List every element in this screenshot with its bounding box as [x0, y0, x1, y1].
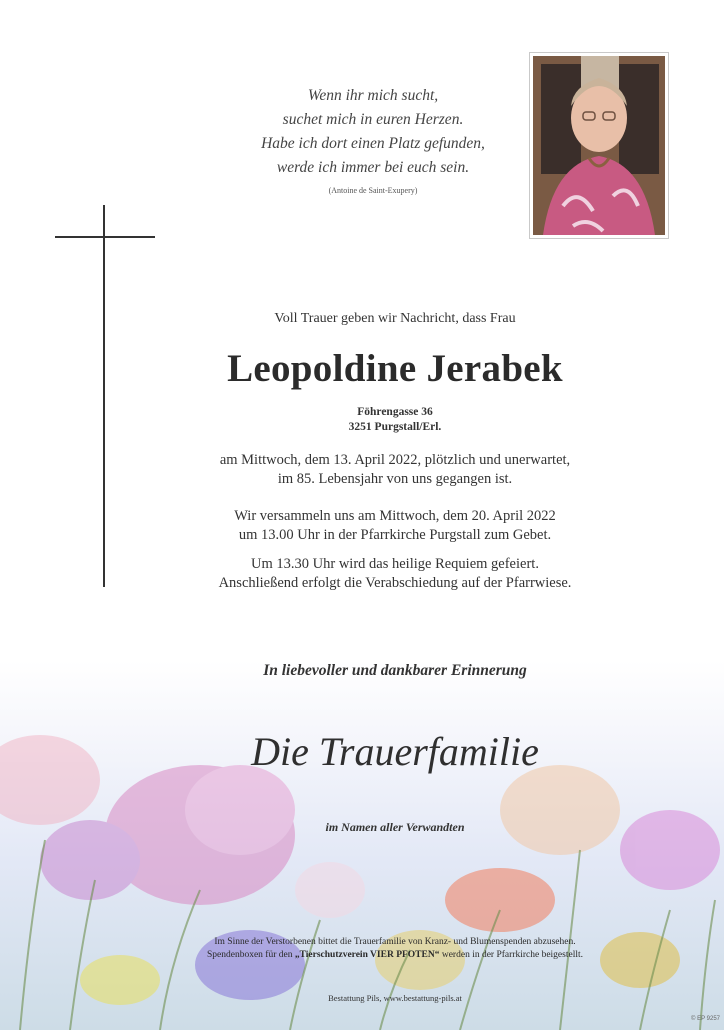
quote-line: werde ich immer bei euch sein.: [276, 159, 470, 176]
requiem-line: Um 13.30 Uhr wird das heilige Requiem gefeiert.: [251, 556, 539, 572]
prayer-line: Wir versammeln uns am Mittwoch, dem 20. April 2022: [234, 508, 556, 524]
donation-prefix: Spendenboxen für den: [207, 950, 295, 960]
quote-line: Wenn ihr mich sucht,: [307, 87, 439, 104]
death-notice-line: im 85. Lebensjahr von uns gegangen ist.: [277, 471, 513, 487]
donation-line: [130, 949, 660, 962]
funeral-home-credit: Bestattung Pils, www.bestattung-pils.at: [328, 993, 462, 1003]
cross-vertical-bar: [103, 205, 105, 587]
document-code: © EP 9257: [691, 1016, 720, 1022]
intro-text: Voll Trauer geben wir Nachricht, dass Frau: [274, 311, 516, 326]
prayer-line: um 13.00 Uhr in der Pfarrkirche Purgstall zum Gebet.: [238, 527, 552, 543]
wildflowers-illustration: [0, 660, 724, 1030]
quote-line: Habe ich dort einen Platz gefunden,: [261, 135, 485, 152]
donation-charity: „Tierschutzverein VIER PFOTEN“: [294, 950, 440, 960]
family-signature: Die Trauerfamilie: [251, 729, 539, 774]
cross-horizontal-bar: [55, 236, 155, 238]
death-notice-line: am Mittwoch, dem 13. April 2022, plötzlich und unerwartet,: [219, 452, 571, 468]
portrait-image: [533, 56, 665, 235]
deceased-name: Leopoldine Jerabek: [227, 347, 563, 390]
memory-heading: In liebevoller und dankbarer Erinnerung: [263, 662, 527, 679]
prayer-paragraph: [150, 507, 640, 545]
portrait-photo: [529, 52, 669, 239]
address-city: 3251 Purgstall/Erl.: [348, 421, 442, 433]
donation-suffix: werden in der Pfarrkirche beigestellt.: [439, 950, 583, 960]
quote-author: (Antoine de Saint-Exupery): [328, 186, 418, 195]
donation-note: [130, 936, 660, 962]
address-street: Föhrengasse 36: [357, 406, 433, 418]
death-notice-paragraph: [150, 451, 640, 489]
relatives-line: im Namen aller Verwandten: [325, 820, 465, 834]
donation-line: Im Sinne der Verstorbenen bittet die Trauerfamilie von Kranz- und Blumenspenden abzusehen.: [214, 937, 576, 947]
deceased-address: [150, 405, 640, 435]
requiem-line: Anschließend erfolgt die Verabschiedung auf der Pfarrwiese.: [218, 575, 572, 591]
memorial-quote: [208, 84, 538, 180]
quote-line: suchet mich in euren Herzen.: [282, 111, 464, 128]
requiem-paragraph: [150, 555, 640, 593]
